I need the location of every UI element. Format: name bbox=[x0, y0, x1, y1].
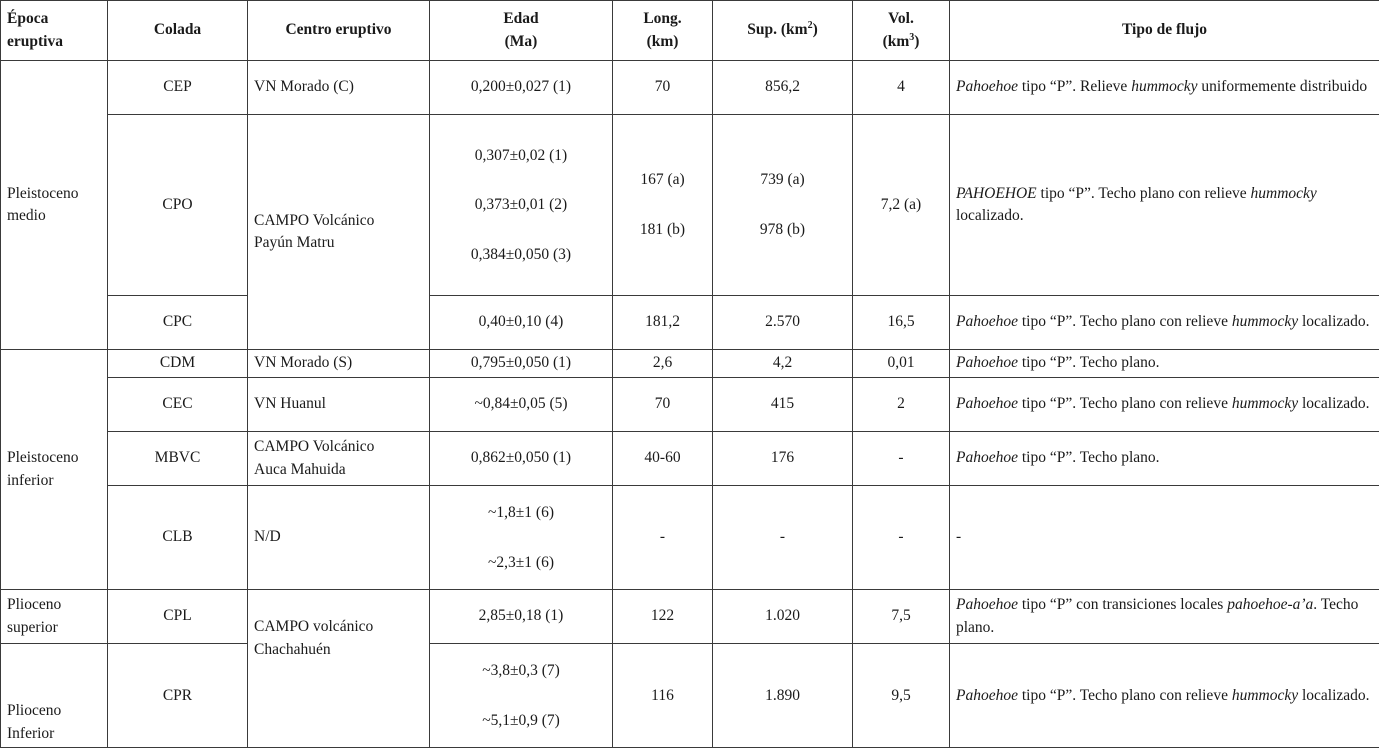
table-row bbox=[1, 350, 1379, 378]
header-edad: Edad (Ma) bbox=[430, 1, 613, 61]
long-cell: 122 bbox=[613, 590, 713, 644]
centro-cell: CAMPO Volcánico Auca Mahuida bbox=[248, 432, 430, 486]
header-row bbox=[1, 1, 1379, 61]
vol-cell: - bbox=[853, 432, 950, 486]
colada-cell: CPO bbox=[108, 115, 248, 296]
epoch-cell: Plioceno superior bbox=[1, 590, 108, 644]
table-row bbox=[1, 296, 1379, 350]
tipo-cell: Pahoehoe tipo “P”. Techo plano. bbox=[950, 350, 1379, 378]
long-cell: - bbox=[613, 486, 713, 590]
edad-cell: 0,307±0,02 (1) 0,373±0,01 (2) 0,384±0,050 (3) bbox=[430, 115, 613, 296]
tipo-cell: Pahoehoe tipo “P”. Techo plano con relieve hummocky localizado. bbox=[950, 378, 1379, 432]
sup-cell: 415 bbox=[713, 378, 853, 432]
epoch-cell: Plioceno Inferior bbox=[1, 644, 108, 748]
vol-cell: - bbox=[853, 486, 950, 590]
tipo-cell: Pahoehoe tipo “P”. Techo plano. bbox=[950, 432, 1379, 486]
vol-cell: 9,5 bbox=[853, 644, 950, 748]
table-row bbox=[1, 644, 1379, 748]
long-cell: 167 (a) 181 (b) bbox=[613, 115, 713, 296]
epoch-cell: Pleistoceno medio bbox=[1, 61, 108, 350]
sup-cell: 1.020 bbox=[713, 590, 853, 644]
epoch-cell: Pleistoceno inferior bbox=[1, 350, 108, 590]
tipo-cell: Pahoehoe tipo “P” con transiciones locales pahoehoe-a’a. Techo plano. bbox=[950, 590, 1379, 644]
vol-cell: 7,2 (a) bbox=[853, 115, 950, 296]
table-row bbox=[1, 61, 1379, 115]
centro-cell: CAMPO Volcánico Payún Matru bbox=[248, 115, 430, 350]
centro-cell: VN Morado (C) bbox=[248, 61, 430, 115]
long-cell: 181,2 bbox=[613, 296, 713, 350]
colada-cell: CPR bbox=[108, 644, 248, 748]
tipo-cell: Pahoehoe tipo “P”. Techo plano con relieve hummocky localizado. bbox=[950, 644, 1379, 748]
colada-cell: CPC bbox=[108, 296, 248, 350]
header-colada: Colada bbox=[108, 1, 248, 61]
centro-cell: VN Huanul bbox=[248, 378, 430, 432]
edad-cell: 0,862±0,050 (1) bbox=[430, 432, 613, 486]
long-cell: 70 bbox=[613, 61, 713, 115]
tipo-cell: PAHOEHOE tipo “P”. Techo plano con relieve hummocky localizado. bbox=[950, 115, 1379, 296]
colada-cell: MBVC bbox=[108, 432, 248, 486]
sup-cell: 176 bbox=[713, 432, 853, 486]
tipo-cell: Pahoehoe tipo “P”. Relieve hummocky uniformemente distribuido bbox=[950, 61, 1379, 115]
header-centro: Centro eruptivo bbox=[248, 1, 430, 61]
edad-cell: 2,85±0,18 (1) bbox=[430, 590, 613, 644]
vol-cell: 2 bbox=[853, 378, 950, 432]
colada-cell: CEC bbox=[108, 378, 248, 432]
vol-cell: 4 bbox=[853, 61, 950, 115]
sup-cell: 1.890 bbox=[713, 644, 853, 748]
long-cell: 70 bbox=[613, 378, 713, 432]
tipo-cell: - bbox=[950, 486, 1379, 590]
edad-cell: ~1,8±1 (6) ~2,3±1 (6) bbox=[430, 486, 613, 590]
centro-cell: N/D bbox=[248, 486, 430, 590]
table-row bbox=[1, 486, 1379, 590]
vol-cell: 7,5 bbox=[853, 590, 950, 644]
header-vol: Vol. $(km^3)$ bbox=[853, 1, 950, 61]
edad-cell: ~0,84±0,05 (5) bbox=[430, 378, 613, 432]
edad-cell: 0,200±0,027 (1) bbox=[430, 61, 613, 115]
vol-cell: 16,5 bbox=[853, 296, 950, 350]
table-row bbox=[1, 115, 1379, 296]
colada-cell: CDM bbox=[108, 350, 248, 378]
long-cell: 40-60 bbox=[613, 432, 713, 486]
header-sup: Sup. $(km^2)$ bbox=[713, 1, 853, 61]
tipo-cell: Pahoehoe tipo “P”. Techo plano con relieve hummocky localizado. bbox=[950, 296, 1379, 350]
colada-cell: CPL bbox=[108, 590, 248, 644]
vol-cell: 0,01 bbox=[853, 350, 950, 378]
sup-cell: 2.570 bbox=[713, 296, 853, 350]
long-cell: 2,6 bbox=[613, 350, 713, 378]
colada-cell: CEP bbox=[108, 61, 248, 115]
colada-cell: CLB bbox=[108, 486, 248, 590]
header-tipo: Tipo de flujo bbox=[950, 1, 1379, 61]
sup-cell: - bbox=[713, 486, 853, 590]
table-row bbox=[1, 378, 1379, 432]
edad-cell: 0,40±0,10 (4) bbox=[430, 296, 613, 350]
table-row bbox=[1, 432, 1379, 486]
sup-cell: 4,2 bbox=[713, 350, 853, 378]
header-long: Long. (km) bbox=[613, 1, 713, 61]
centro-cell: CAMPO volcánico Chachahuén bbox=[248, 590, 430, 748]
header-epoca: Época eruptiva bbox=[1, 1, 108, 61]
edad-cell: 0,795±0,050 (1) bbox=[430, 350, 613, 378]
table-row bbox=[1, 590, 1379, 644]
centro-cell: VN Morado (S) bbox=[248, 350, 430, 378]
long-cell: 116 bbox=[613, 644, 713, 748]
sup-cell: 739 (a) 978 (b) bbox=[713, 115, 853, 296]
sup-cell: 856,2 bbox=[713, 61, 853, 115]
edad-cell: ~3,8±0,3 (7) ~5,1±0,9 (7) bbox=[430, 644, 613, 748]
